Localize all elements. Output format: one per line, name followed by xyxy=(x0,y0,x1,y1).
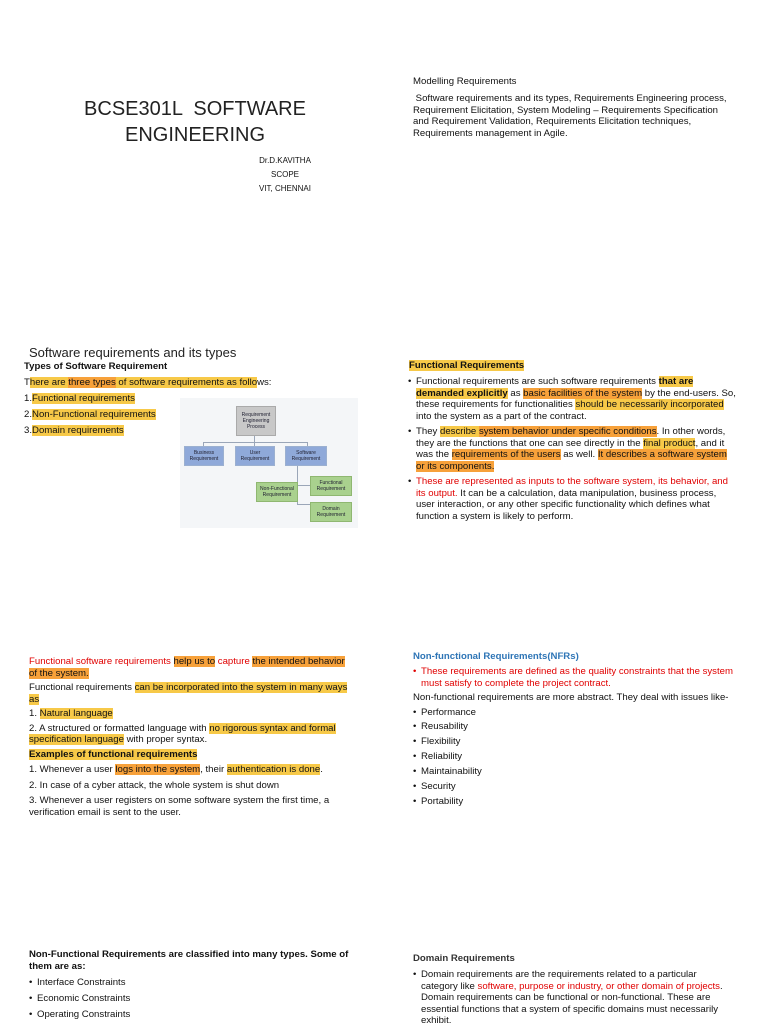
types-subtitle: Types of Software Requirement xyxy=(24,361,168,372)
type-item-3-num: 3. xyxy=(24,425,33,436)
b1e: by the end-users. So, these requirements for functionalities xyxy=(416,387,736,410)
slide-nfr-types xyxy=(0,768,384,1024)
diagram-functional-label: Functional Requirement xyxy=(316,480,346,492)
fd-p4c: with proper syntax. xyxy=(123,734,208,745)
fd-p2b: can be incorporated into the system in many ways as xyxy=(29,682,348,705)
slide-functional-detail xyxy=(0,512,384,818)
functional-bullet-1 xyxy=(408,376,736,422)
fd-p1a: Functional software requirements xyxy=(29,656,174,667)
diagram-nonfunctional xyxy=(256,482,298,502)
b1c: as xyxy=(507,387,524,399)
b1a: Functional requirements are such software requirements xyxy=(416,376,659,387)
nfr-type-item: • Operating Constraints xyxy=(29,1009,349,1021)
course-title xyxy=(60,96,330,148)
fd-p1 xyxy=(29,656,353,679)
modelling-heading: Modelling Requirements xyxy=(413,76,517,87)
course-title-line2: ENGINEERING xyxy=(124,124,266,146)
types-intro xyxy=(24,377,271,389)
fd-p3 xyxy=(29,708,353,720)
intro-b: here are xyxy=(29,377,69,388)
fd-e2: 2. In case of a cyber attack, the whole system is shut down xyxy=(29,779,280,791)
type-item-1-num: 1. xyxy=(24,393,33,404)
diagram-software xyxy=(285,446,327,466)
functional-bullets xyxy=(408,376,736,522)
diagram-software-label: Software Requirement xyxy=(291,450,321,462)
b1g: into the system as a part of the contract. xyxy=(416,410,587,422)
nfr-red-bullet: • These requirements are defined as the quality constraints that the system must satisfy to complete the project contract. xyxy=(413,666,735,689)
nfr-item: • Portability xyxy=(413,796,735,808)
fd-p4 xyxy=(29,723,353,746)
fd-p1b: help us to xyxy=(173,656,216,667)
type-item-1-label: Functional requirements xyxy=(32,393,135,404)
course-title-line1: BCSE301L SOFTWARE xyxy=(84,98,306,120)
b2b: describe xyxy=(440,426,479,437)
b1d: basic facilities of the system xyxy=(523,387,643,399)
b2a: They xyxy=(416,426,440,437)
fd-e1d: authentication is done xyxy=(226,764,321,775)
fd-e1b: logs into the system xyxy=(115,764,201,775)
fd-p3b: Natural language xyxy=(39,708,113,719)
nfr-item: • Reusability xyxy=(413,721,735,733)
b2e: final product xyxy=(643,437,696,449)
slide-types xyxy=(0,256,384,518)
slide-domain xyxy=(384,768,768,1024)
fd-e3: 3. Whenever a user registers on some software system the first time, a verification email is sent to the user. xyxy=(29,795,330,818)
diagram-functional xyxy=(310,476,352,496)
domain-body xyxy=(413,969,735,1027)
type-item-1 xyxy=(24,393,135,405)
diagram-domain-label: Domain Requirement xyxy=(316,506,346,518)
nfr-types-heading: Non-Functional Requirements are classified into many types. Some of them are as: xyxy=(29,949,349,972)
functional-bullet-2 xyxy=(408,426,736,472)
b2h: as well. xyxy=(560,449,598,460)
nfr-item: • Flexibility xyxy=(413,736,735,748)
intro-e: ws: xyxy=(257,377,272,388)
domain-heading: Domain Requirements xyxy=(413,953,515,964)
type-item-3 xyxy=(24,425,124,437)
requirements-diagram xyxy=(180,398,358,528)
types-title: Software requirements and its types xyxy=(29,345,237,360)
diagram-nonfunctional-label: Non-Functional Requirement xyxy=(260,486,294,498)
author-name: Dr.D.KAVITHA xyxy=(259,156,311,165)
modelling-body: Software requirements and its types, Requirements Engineering process, Requirement Elicitation, System Modeling – Requirements Specification and Requirement Validation, Requirements Elicitation techniques, Requirements management in Agile. xyxy=(413,93,730,139)
nfr-heading: Non-functional Requirements(NFRs) xyxy=(413,651,579,662)
type-item-2-label: Non-Functional requirements xyxy=(32,409,156,420)
nfr-intro: Non-functional requirements are more abstract. They deal with issues like- xyxy=(413,692,729,703)
intro-d: of software requirements as follo xyxy=(115,377,258,388)
b1b: that are demanded explicitly xyxy=(416,376,694,399)
nfr-types-list xyxy=(29,977,349,1021)
fd-p1d: the intended behavior of the system. xyxy=(29,656,345,679)
type-item-2-num: 2. xyxy=(24,409,33,420)
fd-examples-heading-text: Examples of functional requirements xyxy=(29,748,198,760)
author-dept: SCOPE xyxy=(270,170,299,179)
slide-nfr xyxy=(384,512,768,807)
b2i: It describes a software system or its components. xyxy=(416,449,727,472)
domain-b1c: . Domain requirements can be functional or non-functional. These are essential functions that a system of specific domains must necessarily exhibit. xyxy=(421,980,723,1026)
intro-a: T xyxy=(24,377,30,388)
fd-p4a: 2. A structured or formatted language with xyxy=(29,722,210,734)
author-block xyxy=(232,154,338,196)
nfr-item: • Performance xyxy=(413,707,735,719)
diagram-business xyxy=(184,446,224,466)
fd-p3a: 1. xyxy=(29,708,40,719)
domain-bullet-1 xyxy=(413,969,735,1027)
fd-e1c: , their xyxy=(200,764,227,775)
b3b: It can be a calculation, data manipulation, business process, user interaction, or any other specific functionality which defines what function a system is likely to perform. xyxy=(416,487,717,522)
nfr-type-item: • Interface Constraints xyxy=(29,977,349,989)
fd-e1e: . xyxy=(320,764,323,775)
author-inst: VIT, CHENNAI xyxy=(258,184,311,193)
diagram-business-label: Business Requirement xyxy=(189,450,219,462)
fd-p1c: capture xyxy=(215,656,253,667)
domain-b1a: Domain requirements are the requirements related to a particular category like xyxy=(421,969,697,992)
fd-p4b: no rigorous syntax and formal specification language xyxy=(29,722,336,745)
b2c: system behavior under specific conditions xyxy=(478,426,657,437)
b2f: , and it was the xyxy=(416,437,725,460)
functional-heading xyxy=(409,360,524,372)
diagram-user xyxy=(235,446,275,466)
domain-b1b: software, purpose or industry, or other domain of projects xyxy=(477,980,720,992)
functional-heading-text: Functional Requirements xyxy=(409,360,525,371)
slide-functional xyxy=(384,256,768,522)
nfr-type-item: • Economic Constraints xyxy=(29,993,349,1005)
fd-e1a: 1. Whenever a user xyxy=(29,764,116,775)
diagram-user-label: User Requirement xyxy=(240,450,270,462)
nfr-item: • Maintainability xyxy=(413,766,735,778)
nfr-item: • Security xyxy=(413,781,735,793)
diagram-root xyxy=(236,406,276,436)
b3a: These are represented as inputs to the software system, its behavior, and its output. xyxy=(416,476,728,499)
slide-modelling xyxy=(384,0,768,256)
b2g: requirements of the users xyxy=(451,449,561,460)
type-item-3-label: Domain requirements xyxy=(32,425,124,436)
fd-examples-heading xyxy=(29,749,353,761)
fd-p2 xyxy=(29,682,353,705)
diagram-root-label: Requirement Engineering Process xyxy=(241,412,271,430)
b2d: . In other words, they are the functions that one can see directly in the xyxy=(416,426,726,449)
nfr-item: • Reliability xyxy=(413,751,735,763)
fd-p2a: Functional requirements xyxy=(29,682,135,693)
type-item-2 xyxy=(24,409,156,421)
slide-title xyxy=(0,0,384,256)
b1f: should be necessarily incorporated xyxy=(575,399,724,410)
intro-c: three types xyxy=(68,377,116,388)
